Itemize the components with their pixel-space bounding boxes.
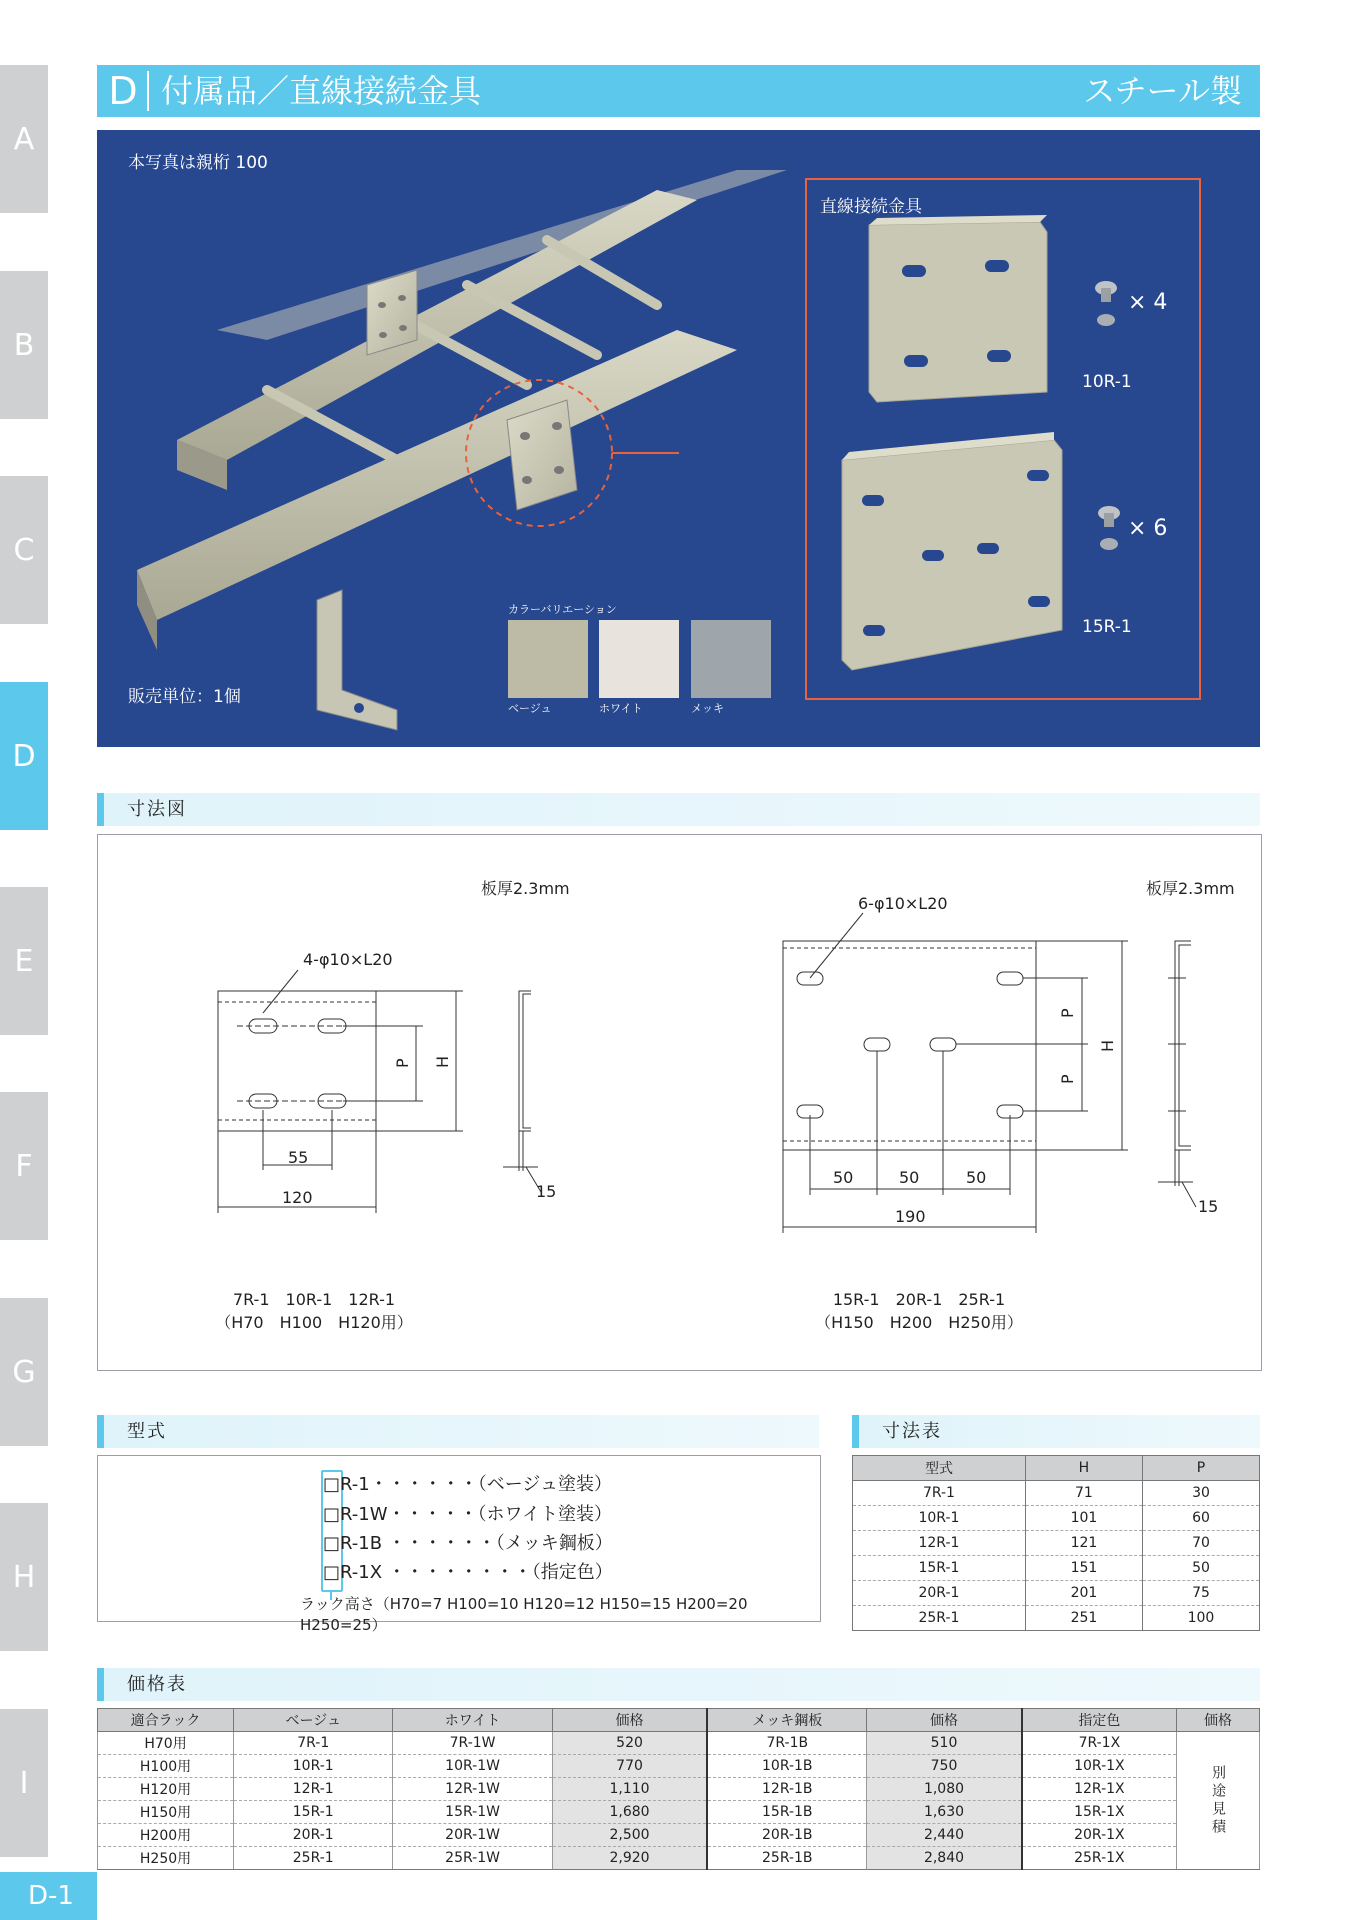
table-cell: 2,840 (867, 1847, 1022, 1870)
table-cell: 1,080 (867, 1778, 1022, 1801)
table-row (853, 1581, 1260, 1606)
model-line: □R-1W・・・・・（ホワイト塗装） (323, 1504, 612, 1525)
left-hole-spec: 4-φ10×L20 (303, 950, 393, 969)
color-swatch (508, 620, 588, 698)
table-cell: 60 (1142, 1506, 1259, 1531)
table-row (853, 1531, 1260, 1556)
side-tab-d[interactable]: D (0, 682, 48, 830)
table-header: H (1025, 1456, 1142, 1481)
table-cell: 101 (1025, 1506, 1142, 1531)
plate-model-15r1: 15R-1 (1082, 617, 1132, 637)
table-cell: 15R-1W (393, 1801, 552, 1824)
model-box (97, 1455, 821, 1634)
table-cell: 2,440 (867, 1824, 1022, 1847)
model-line: □R-1B ・・・・・・（メッキ鋼板） (323, 1533, 613, 1554)
table-row (853, 1481, 1260, 1506)
left-models: 7R-1 10R-1 12R-1 (232, 1290, 396, 1309)
bolt-count-4: × 4 (1128, 290, 1168, 315)
table-cell: 7R-1B (707, 1732, 866, 1755)
dimension-table (852, 1455, 1260, 1631)
color-swatch-label: ホワイト (599, 702, 643, 715)
plate-model-10r1: 10R-1 (1082, 372, 1132, 392)
table-cell: 71 (1025, 1481, 1142, 1506)
table-cell: 12R-1W (393, 1778, 552, 1801)
table-cell: 10R-1B (707, 1755, 866, 1778)
color-swatch (599, 620, 679, 698)
section-code: D (108, 69, 138, 113)
table-cell: 30 (1142, 1481, 1259, 1506)
table-cell: 20R-1W (393, 1824, 552, 1847)
table-cell: 25R-1 (853, 1606, 1026, 1631)
left-label-h: H (433, 1055, 452, 1068)
table-cell: 25R-1W (393, 1847, 552, 1870)
table-cell: 12R-1 (853, 1531, 1026, 1556)
table-cell: 520 (552, 1732, 707, 1755)
left-thickness: 板厚2.3mm (481, 879, 570, 898)
right-label-h: H (1098, 1039, 1117, 1052)
table-cell: 75 (1142, 1581, 1259, 1606)
section-mark (852, 1415, 859, 1448)
model-line: □R-1X ・・・・・・・・（指定色） (323, 1562, 613, 1583)
side-tab-c[interactable]: C (0, 476, 48, 624)
table-cell: 20R-1 (234, 1824, 393, 1847)
table-row (98, 1847, 1260, 1870)
product-photo-panel (97, 130, 1260, 747)
table-header: 価格 (1176, 1709, 1259, 1732)
table-cell: 750 (867, 1755, 1022, 1778)
side-tab-i[interactable]: I (0, 1709, 48, 1857)
table-cell: 1,630 (867, 1801, 1022, 1824)
table-cell: 15R-1X (1022, 1801, 1177, 1824)
table-cell: 251 (1025, 1606, 1142, 1631)
section-label: 寸法図 (127, 799, 187, 820)
right-dim-50a: 50 (833, 1168, 854, 1187)
left-dim-55: 55 (288, 1148, 309, 1167)
right-models: 15R-1 20R-1 25R-1 (832, 1290, 1006, 1309)
color-swatch-label: ベージュ (508, 702, 552, 715)
table-row (853, 1606, 1260, 1631)
table-cell: 25R-1B (707, 1847, 866, 1870)
table-cell: 121 (1025, 1531, 1142, 1556)
page-title: 付属品／直線接続金具 (161, 72, 482, 110)
right-usage: （H150 H200 H250用） (815, 1313, 1023, 1332)
table-row (853, 1506, 1260, 1531)
table-cell: 20R-1X (1022, 1824, 1177, 1847)
table-cell: 2,500 (552, 1824, 707, 1847)
section-label: 型式 (127, 1421, 167, 1442)
model-line: □R-1・・・・・・（ベージュ塗装） (323, 1474, 613, 1495)
color-variation-title: カラーバリエーション (508, 603, 617, 616)
table-cell: H200用 (98, 1824, 234, 1847)
table-cell: 12R-1X (1022, 1778, 1177, 1801)
table-cell: 770 (552, 1755, 707, 1778)
table-cell: 7R-1W (393, 1732, 552, 1755)
table-cell: 7R-1 (234, 1732, 393, 1755)
table-header: 価格 (867, 1709, 1022, 1732)
photo-note: 本写真は親桁 100 (128, 153, 268, 173)
special-price-note: 別途見積 (1176, 1732, 1259, 1870)
table-cell: 20R-1B (707, 1824, 866, 1847)
table-cell: 10R-1X (1022, 1755, 1177, 1778)
table-cell: H100用 (98, 1755, 234, 1778)
table-cell: 10R-1 (853, 1506, 1026, 1531)
table-row (98, 1732, 1260, 1755)
table-header: 価格 (552, 1709, 707, 1732)
section-price (97, 1668, 1260, 1701)
color-swatch-label: メッキ (691, 702, 724, 715)
side-tab-a[interactable]: A (0, 65, 48, 213)
table-row (98, 1824, 1260, 1847)
table-header: メッキ鋼板 (707, 1709, 866, 1732)
material-label: スチール製 (1083, 72, 1242, 110)
sales-unit: 販売単位：1個 (128, 687, 241, 707)
table-cell: 15R-1 (234, 1801, 393, 1824)
table-cell: 12R-1B (707, 1778, 866, 1801)
right-hole-spec: 6-φ10×L20 (858, 894, 948, 913)
table-header: ベージュ (234, 1709, 393, 1732)
side-tab-e[interactable]: E (0, 887, 48, 1035)
table-cell: 151 (1025, 1556, 1142, 1581)
table-cell: 15R-1 (853, 1556, 1026, 1581)
right-dim-15: 15 (1198, 1197, 1219, 1216)
table-cell: 25R-1 (234, 1847, 393, 1870)
section-label: 価格表 (127, 1674, 187, 1695)
header-divider (147, 71, 149, 111)
section-mark (97, 793, 104, 826)
color-swatch (691, 620, 771, 698)
table-cell: H150用 (98, 1801, 234, 1824)
section-mark (97, 1415, 104, 1448)
section-dimension-table (852, 1415, 1260, 1448)
table-cell: H70用 (98, 1732, 234, 1755)
right-dim-50b: 50 (899, 1168, 920, 1187)
table-row (98, 1801, 1260, 1824)
table-cell: 10R-1W (393, 1755, 552, 1778)
table-row (98, 1755, 1260, 1778)
side-tab-f[interactable]: F (0, 1092, 48, 1240)
section-mark (97, 1668, 104, 1701)
page-number: D-1 (0, 1872, 97, 1920)
table-cell: 201 (1025, 1581, 1142, 1606)
inset-title: 直線接続金具 (820, 197, 922, 217)
table-cell: 12R-1 (234, 1778, 393, 1801)
right-label-p1: P (1058, 1008, 1077, 1018)
table-cell: 50 (1142, 1556, 1259, 1581)
left-label-p: P (393, 1058, 412, 1068)
right-dim-50c: 50 (966, 1168, 987, 1187)
table-cell: 20R-1 (853, 1581, 1026, 1606)
table-header: ホワイト (393, 1709, 552, 1732)
table-cell: 25R-1X (1022, 1847, 1177, 1870)
side-tab-b[interactable]: B (0, 271, 48, 419)
table-cell: 100 (1142, 1606, 1259, 1631)
table-row (853, 1556, 1260, 1581)
table-cell: 510 (867, 1732, 1022, 1755)
model-note: ラック高さ（H70=7 H100=10 H120=12 H150=15 H200=20 H250=25） (300, 1595, 748, 1634)
table-cell: 1,680 (552, 1801, 707, 1824)
table-cell: 2,920 (552, 1847, 707, 1870)
table-cell: H250用 (98, 1847, 234, 1870)
right-label-p2: P (1058, 1074, 1077, 1084)
table-row (98, 1778, 1260, 1801)
bolt-count-6: × 6 (1128, 516, 1168, 541)
left-dim-15: 15 (536, 1182, 557, 1201)
table-cell: 10R-1 (234, 1755, 393, 1778)
section-model (97, 1415, 819, 1448)
table-cell: 1,110 (552, 1778, 707, 1801)
left-dim-120: 120 (282, 1188, 313, 1207)
table-header: P (1142, 1456, 1259, 1481)
table-header: 適合ラック (98, 1709, 234, 1732)
dimension-drawing-box (97, 834, 1262, 1371)
page-header (97, 65, 1260, 117)
side-tab-h[interactable]: H (0, 1503, 48, 1651)
left-usage: （H70 H100 H120用） (215, 1313, 413, 1332)
side-tab-g[interactable]: G (0, 1298, 48, 1446)
table-cell: 70 (1142, 1531, 1259, 1556)
table-cell: H120用 (98, 1778, 234, 1801)
section-dimension-drawing (97, 793, 1260, 826)
right-thickness: 板厚2.3mm (1146, 879, 1235, 898)
right-dim-190: 190 (895, 1207, 926, 1226)
table-cell: 7R-1X (1022, 1732, 1177, 1755)
table-header: 指定色 (1022, 1709, 1177, 1732)
technical-drawing (98, 835, 1261, 1370)
table-cell: 7R-1 (853, 1481, 1026, 1506)
table-cell: 15R-1B (707, 1801, 866, 1824)
price-table (97, 1708, 1260, 1870)
table-header: 型式 (853, 1456, 1026, 1481)
section-label: 寸法表 (882, 1421, 942, 1442)
